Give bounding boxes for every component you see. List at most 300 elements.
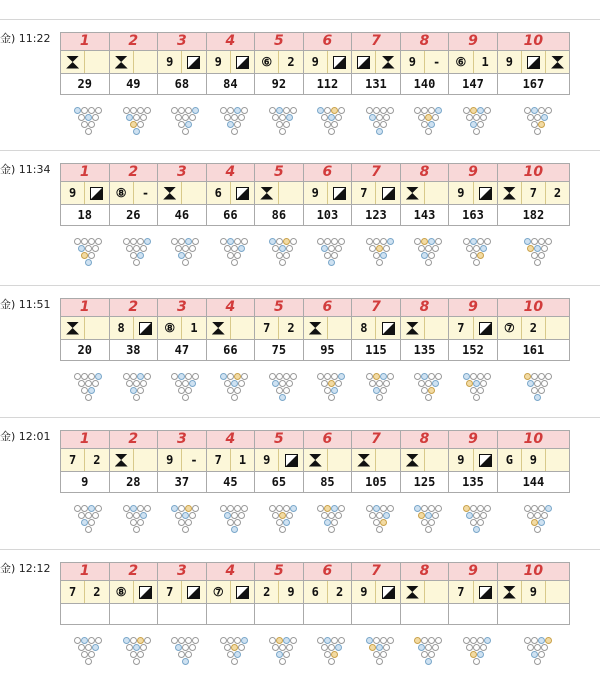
scores-row	[60, 340, 570, 361]
roll-box: 2	[263, 585, 271, 599]
frame-number: 5	[255, 563, 304, 580]
pin-marker	[133, 394, 140, 401]
frame-score: 131	[352, 74, 401, 94]
pin-marker	[480, 644, 487, 651]
roll-box	[230, 317, 254, 339]
pin-marker	[477, 651, 484, 658]
pin-marker	[269, 637, 276, 644]
pin-diagram	[400, 367, 449, 407]
frame-score: 144	[522, 475, 545, 489]
pin-marker	[414, 505, 421, 512]
pin-diagram	[449, 499, 498, 539]
pin-marker	[421, 651, 428, 658]
roll-box	[424, 317, 448, 339]
pin-marker	[88, 651, 95, 658]
pin-marker	[286, 644, 293, 651]
pin-marker	[276, 252, 283, 259]
pin-triangle	[404, 633, 444, 669]
pin-marker	[317, 637, 324, 644]
pin-diagram	[497, 367, 570, 407]
pin-marker	[171, 373, 178, 380]
pin-diagram	[303, 101, 352, 141]
pin-marker	[531, 238, 538, 245]
pin-diagram	[60, 101, 109, 141]
pin-triangle	[307, 501, 347, 537]
pin-marker	[279, 114, 286, 121]
pin-marker	[123, 637, 130, 644]
pin-marker	[531, 519, 538, 526]
pin-marker	[331, 505, 338, 512]
roll-box: 9	[408, 55, 416, 69]
pin-marker	[140, 114, 147, 121]
pin-triangle	[307, 234, 347, 270]
roll-box	[375, 317, 399, 339]
pin-marker	[85, 526, 92, 533]
frame-number: 2	[110, 164, 159, 181]
roll-box	[181, 51, 205, 73]
pin-marker	[435, 107, 442, 114]
pin-marker	[432, 114, 439, 121]
frame-score	[304, 604, 353, 624]
pin-marker	[227, 121, 234, 128]
roll-box	[327, 182, 351, 204]
pin-marker	[272, 644, 279, 651]
pin-diagram	[157, 101, 206, 141]
roll-box	[352, 51, 375, 73]
pin-marker	[463, 107, 470, 114]
pin-diagram	[351, 232, 400, 272]
pin-marker	[130, 107, 137, 114]
frame-score: 75	[255, 340, 304, 360]
pin-marker	[376, 512, 383, 519]
pin-marker	[531, 387, 538, 394]
pin-marker	[383, 512, 390, 519]
pin-marker	[473, 259, 480, 266]
pin-diagram	[254, 499, 303, 539]
roll-box: 9	[505, 55, 513, 69]
roll-box	[230, 182, 254, 204]
pin-marker	[227, 387, 234, 394]
pin-diagram	[303, 631, 352, 671]
strike-mark	[551, 56, 564, 69]
pin-marker	[524, 637, 531, 644]
pin-marker	[531, 373, 538, 380]
roll-box: 8	[117, 321, 125, 335]
pin-marker	[95, 637, 102, 644]
roll-box	[278, 182, 302, 204]
pin-marker	[425, 245, 432, 252]
pin-marker	[182, 394, 189, 401]
pin-triangle	[113, 103, 153, 139]
pin-marker	[231, 526, 238, 533]
frame-number: 10	[498, 33, 569, 50]
pin-marker	[279, 394, 286, 401]
pin-marker	[435, 373, 442, 380]
pin-marker	[234, 107, 241, 114]
pin-marker	[283, 252, 290, 259]
pin-marker	[286, 512, 293, 519]
pin-marker	[95, 373, 102, 380]
frame-number: 6	[304, 164, 353, 181]
pin-marker	[534, 245, 541, 252]
pin-marker	[74, 238, 81, 245]
pin-marker	[480, 512, 487, 519]
pin-marker	[95, 107, 102, 114]
pin-triangle	[453, 234, 493, 270]
roll-box	[375, 51, 399, 73]
pin-marker	[241, 238, 248, 245]
pin-triangle	[64, 369, 104, 405]
roll-box: 6	[311, 585, 319, 599]
pin-marker	[470, 373, 477, 380]
strike-mark	[309, 454, 322, 467]
pin-marker	[470, 387, 477, 394]
pin-marker	[231, 259, 238, 266]
scores-row	[60, 604, 570, 625]
pin-marker	[182, 644, 189, 651]
pin-marker	[324, 651, 331, 658]
pin-marker	[227, 651, 234, 658]
frame-number: 3	[158, 33, 207, 50]
pin-marker	[317, 373, 324, 380]
frame-number: 7	[352, 431, 401, 448]
pin-marker	[126, 512, 133, 519]
pin-marker	[484, 637, 491, 644]
pin-marker	[432, 380, 439, 387]
pin-marker	[133, 114, 140, 121]
pin-marker	[224, 114, 231, 121]
frame-number: 4	[207, 33, 256, 50]
pin-triangle	[453, 103, 493, 139]
pin-marker	[324, 252, 331, 259]
pin-marker	[74, 637, 81, 644]
pin-marker	[283, 238, 290, 245]
frame-number: 1	[61, 164, 110, 181]
frame-score: 182	[522, 208, 545, 222]
roll-box: 9	[166, 55, 174, 69]
pin-marker	[269, 373, 276, 380]
pin-marker	[373, 121, 380, 128]
pin-marker	[283, 107, 290, 114]
pin-marker	[88, 387, 95, 394]
pin-marker	[466, 380, 473, 387]
pin-marker	[182, 380, 189, 387]
frame-rolls	[498, 51, 569, 73]
pin-marker	[78, 380, 85, 387]
pin-marker	[432, 644, 439, 651]
pin-marker	[527, 644, 534, 651]
spare-mark	[479, 454, 492, 467]
pin-marker	[335, 245, 342, 252]
game-card	[0, 296, 600, 426]
roll-box: 6	[214, 186, 222, 200]
pin-marker	[137, 519, 144, 526]
pin-marker	[227, 637, 234, 644]
pin-marker	[317, 238, 324, 245]
pin-marker	[328, 512, 335, 519]
separator	[0, 549, 600, 550]
frame-number: 9	[449, 299, 498, 316]
pin-marker	[140, 245, 147, 252]
pin-marker	[178, 238, 185, 245]
pin-marker	[283, 387, 290, 394]
pin-marker	[534, 114, 541, 121]
pin-marker	[144, 107, 151, 114]
frame-rolls	[352, 182, 401, 204]
frame-rolls	[110, 182, 159, 204]
pin-marker	[538, 373, 545, 380]
pin-marker	[425, 394, 432, 401]
pin-triangle	[514, 633, 554, 669]
separator	[0, 150, 600, 151]
scores-row	[60, 205, 570, 226]
pin-marker	[387, 373, 394, 380]
pin-triangle	[404, 501, 444, 537]
frame-rolls	[255, 51, 304, 73]
pin-marker	[541, 114, 548, 121]
pin-diagram-row	[60, 631, 570, 671]
pin-triangle	[161, 103, 201, 139]
pin-marker	[328, 128, 335, 135]
pin-marker	[238, 644, 245, 651]
pin-marker	[463, 373, 470, 380]
frame-number: 9	[449, 563, 498, 580]
frame-score: 92	[255, 74, 304, 94]
pin-marker	[231, 658, 238, 665]
pin-marker	[380, 519, 387, 526]
roll-box: 2	[84, 449, 108, 471]
pin-marker	[88, 252, 95, 259]
pin-marker	[276, 505, 283, 512]
pin-marker	[324, 519, 331, 526]
pin-marker	[541, 512, 548, 519]
frame-header-row	[60, 163, 570, 181]
pin-marker	[331, 121, 338, 128]
roll-box	[545, 317, 569, 339]
pin-triangle	[64, 103, 104, 139]
spare-mark	[527, 56, 540, 69]
pin-marker	[185, 107, 192, 114]
pin-marker	[534, 512, 541, 519]
pin-marker	[126, 644, 133, 651]
pin-diagram-row	[60, 499, 570, 539]
frame-rolls	[110, 51, 159, 73]
roll-box: 2	[278, 51, 302, 73]
pin-triangle	[259, 633, 299, 669]
pin-marker	[130, 387, 137, 394]
pin-marker	[81, 238, 88, 245]
roll-box	[401, 449, 424, 471]
pin-marker	[527, 512, 534, 519]
rolls-row	[60, 448, 570, 472]
pin-marker	[234, 651, 241, 658]
pin-marker	[126, 114, 133, 121]
pin-marker	[369, 644, 376, 651]
pin-triangle	[113, 234, 153, 270]
pin-marker	[473, 644, 480, 651]
pin-marker	[231, 114, 238, 121]
roll-box: 7	[521, 182, 545, 204]
pin-marker	[178, 252, 185, 259]
roll-box: 9	[311, 186, 319, 200]
pin-diagram	[351, 367, 400, 407]
pin-marker	[185, 121, 192, 128]
pin-marker	[279, 644, 286, 651]
rolls-row	[60, 580, 570, 604]
pin-marker	[182, 259, 189, 266]
frame-number: 6	[304, 563, 353, 580]
score-sheet	[60, 430, 570, 539]
pin-diagram	[206, 631, 255, 671]
pin-marker	[182, 526, 189, 533]
pin-marker	[387, 107, 394, 114]
spare-mark	[479, 322, 492, 335]
frame-score: 84	[207, 74, 256, 94]
strike-mark	[163, 187, 176, 200]
frame-score: 38	[110, 340, 159, 360]
pin-triangle	[514, 369, 554, 405]
pin-marker	[234, 637, 241, 644]
frame-number: 6	[304, 299, 353, 316]
pin-marker	[88, 505, 95, 512]
roll-box	[473, 449, 497, 471]
pin-marker	[373, 637, 380, 644]
frame-score	[498, 604, 569, 624]
pin-marker	[130, 505, 137, 512]
frame-score: 29	[61, 74, 110, 94]
frame-rolls	[352, 449, 401, 471]
roll-box	[424, 449, 448, 471]
pin-triangle	[307, 103, 347, 139]
roll-box: ⑧	[115, 186, 127, 200]
roll-box	[84, 182, 108, 204]
pin-triangle	[161, 501, 201, 537]
pin-marker	[383, 380, 390, 387]
strike-mark	[115, 56, 128, 69]
frame-score: 47	[158, 340, 207, 360]
pin-marker	[321, 512, 328, 519]
frame-score: 125	[401, 472, 450, 492]
pin-marker	[418, 114, 425, 121]
pin-diagram	[157, 232, 206, 272]
pin-marker	[178, 107, 185, 114]
pin-marker	[272, 114, 279, 121]
frame-rolls	[158, 317, 207, 339]
pin-marker	[425, 512, 432, 519]
frame-score: 115	[352, 340, 401, 360]
roll-box: 7	[263, 321, 271, 335]
pin-marker	[192, 107, 199, 114]
pin-marker	[178, 505, 185, 512]
strike-mark	[406, 187, 419, 200]
roll-box	[473, 182, 497, 204]
pin-marker	[224, 512, 231, 519]
frame-score: 18	[61, 205, 110, 225]
pin-marker	[234, 387, 241, 394]
roll-box: 7	[69, 453, 77, 467]
pin-marker	[473, 512, 480, 519]
pin-marker	[227, 519, 234, 526]
strike-mark	[212, 322, 225, 335]
pin-marker	[524, 373, 531, 380]
pin-diagram	[60, 631, 109, 671]
roll-box: 9	[457, 186, 465, 200]
pin-diagram	[449, 367, 498, 407]
spare-mark	[139, 322, 152, 335]
game-card	[0, 30, 600, 160]
pin-marker	[92, 380, 99, 387]
pin-marker	[220, 238, 227, 245]
strike-mark	[406, 454, 419, 467]
pin-marker	[418, 644, 425, 651]
pin-marker	[383, 245, 390, 252]
frame-number: 10	[498, 431, 569, 448]
pin-marker	[421, 238, 428, 245]
pin-marker	[189, 512, 196, 519]
roll-box	[424, 182, 448, 204]
pin-marker	[175, 114, 182, 121]
pin-marker	[335, 114, 342, 121]
pin-diagram	[254, 101, 303, 141]
pin-marker	[272, 380, 279, 387]
pin-marker	[182, 658, 189, 665]
pin-triangle	[453, 501, 493, 537]
pin-marker	[373, 519, 380, 526]
frame-number: 8	[401, 563, 450, 580]
frame-header-row	[60, 562, 570, 580]
pin-diagram-row	[60, 101, 570, 141]
pin-marker	[538, 519, 545, 526]
pin-marker	[477, 637, 484, 644]
pin-marker	[182, 512, 189, 519]
pin-marker	[376, 128, 383, 135]
roll-box: 1	[230, 449, 254, 471]
pin-marker	[473, 114, 480, 121]
pin-diagram	[60, 367, 109, 407]
pin-marker	[231, 512, 238, 519]
pin-marker	[182, 114, 189, 121]
pin-marker	[477, 519, 484, 526]
frame-number: 4	[207, 563, 256, 580]
pin-marker	[241, 505, 248, 512]
pin-marker	[538, 637, 545, 644]
spare-mark	[333, 56, 346, 69]
pin-marker	[279, 259, 286, 266]
pin-diagram	[497, 232, 570, 272]
pin-marker	[276, 107, 283, 114]
frame-number: 10	[498, 563, 569, 580]
pin-marker	[527, 114, 534, 121]
pin-marker	[538, 238, 545, 245]
pin-marker	[290, 373, 297, 380]
roll-box	[352, 449, 375, 471]
frame-number: 8	[401, 299, 450, 316]
pin-marker	[81, 519, 88, 526]
scores-row	[60, 74, 570, 95]
pin-marker	[534, 644, 541, 651]
pin-marker	[283, 505, 290, 512]
pin-marker	[421, 637, 428, 644]
pin-triangle	[64, 234, 104, 270]
pin-diagram	[157, 367, 206, 407]
pin-marker	[144, 637, 151, 644]
frame-score	[61, 604, 110, 624]
pin-triangle	[404, 369, 444, 405]
pin-marker	[133, 644, 140, 651]
pin-marker	[418, 380, 425, 387]
pin-marker	[380, 505, 387, 512]
pin-marker	[366, 373, 373, 380]
